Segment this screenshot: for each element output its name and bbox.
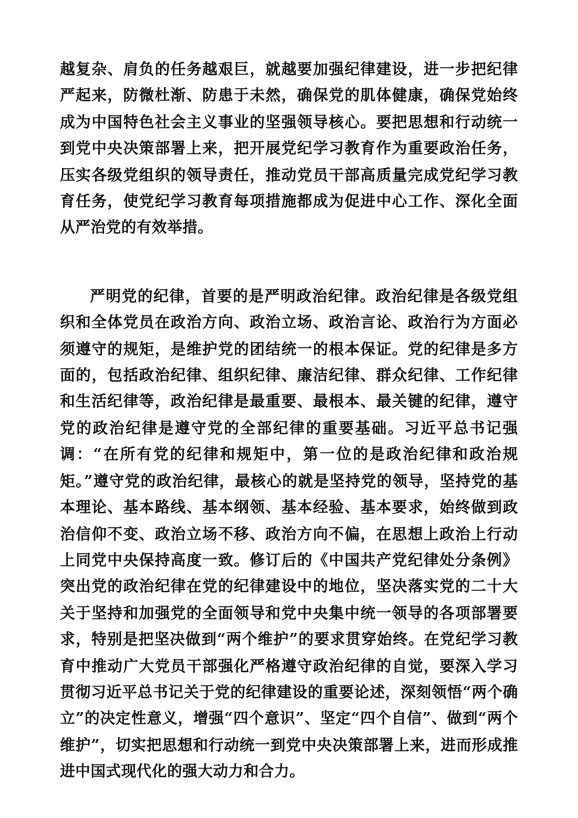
paragraph-continuation: 越复杂、肩负的任务越艰巨，就越要加强纪律建设，进一步把纪律严起来，防微杜渐、防患于未然，确保党的肌体健康，确保党始终成为中国特色社会主义事业的坚强领导核心。要把思想和行动统一到党中央决策部署上来，把开展党纪学习教育作为重要政治任务，压实各级党组织的领导责任，推动党员干部高质量完成党纪学习教育任务，使党纪学习教育每项措施都成为促进中心工作、深化全面从严治党的有效举措。 [60,60,518,237]
paragraph-political-discipline: 严明党的纪律，首要的是严明政治纪律。政治纪律是各级党组织和全体党员在政治方向、政治立场、政治言论、政治行为方面必须遵守的规矩，是维护党的团结统一的根本保证。党的纪律是多方面的，包括政治纪律、组织纪律、廉洁纪律、群众纪律、工作纪律和生活纪律等，政治纪律是最重要、最根本、最关键的纪律，遵守党的政治纪律是遵守党的全部纪律的重要基础。习近平总书记强调：“在所有党的纪律和规矩中，第一位的是政治纪律和政治规矩。”遵守党的政治纪律，最核心的就是坚持党的领导，坚持党的基本理论、基本路线、基本纲领、基本经验、基本要求，始终做到政治信仰不变、政治立场不移、政治方向不偏，在思想上政治上行动上同党中央保持高度一致。修订后的《中国共产党纪律处分条例》突出党的政治纪律在党的纪律建设中的地位，坚决落实党的二十大关于坚持和加强党的全面领导和党中央集中统一领导的各项部署要求，特别是把坚决做到“两个维护”的要求贯穿始终。在党纪学习教育中推动广大党员干部强化严格遵守政治纪律的自觉，要深入学习贯彻习近平总书记关于党的纪律建设的重要论述，深刻领悟“两个确立”的决定性意义，增强“四个意识”、坚定“四个自信”、做到“两个维护”，切实把思想和行动统一到党中央决策部署上来，进而形成推进中国式现代化的强大动力和合力。 [60,286,518,781]
